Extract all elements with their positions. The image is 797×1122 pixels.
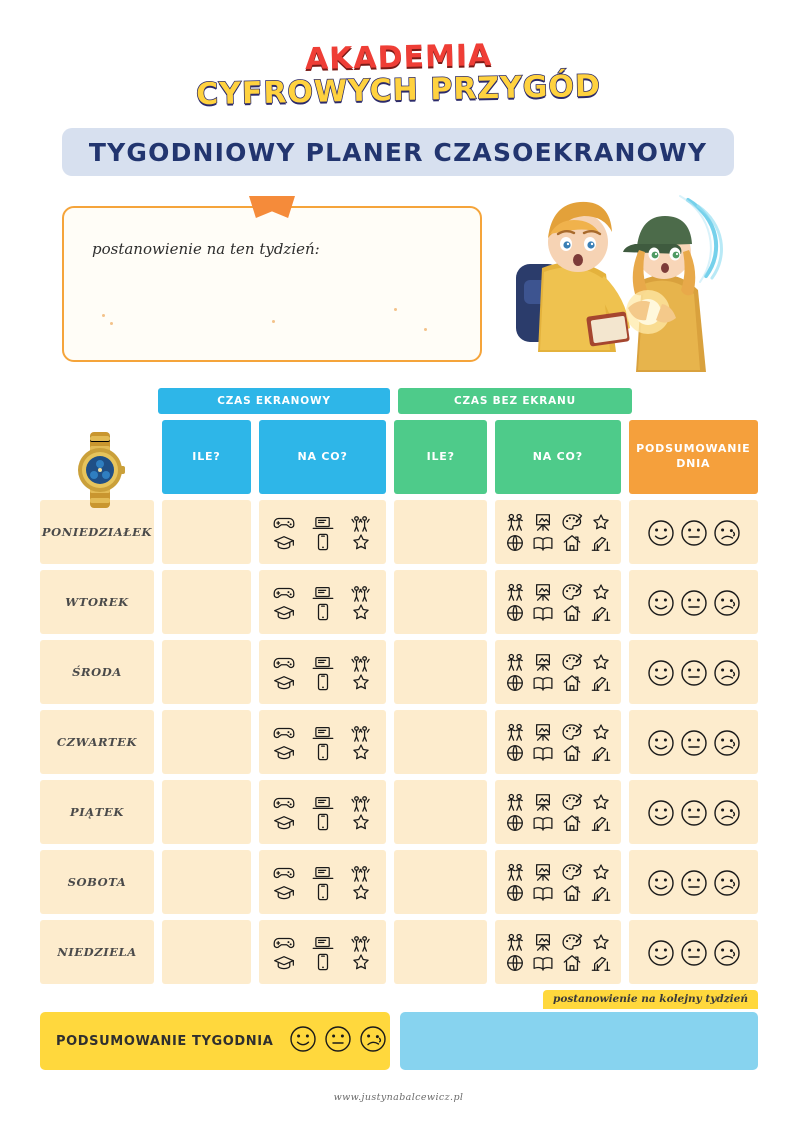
week-summary-label: PODSUMOWANIE TYGODNIA: [56, 1033, 274, 1049]
smartphone-icon[interactable]: [304, 743, 342, 761]
smartphone-icon[interactable]: [304, 603, 342, 621]
offscreen-howmuch-input[interactable]: [394, 780, 487, 844]
neutral-face[interactable]: [680, 799, 706, 825]
gamepad-icon[interactable]: [265, 864, 303, 882]
graduation-cap-icon[interactable]: [265, 883, 303, 901]
happy-face[interactable]: [289, 1025, 317, 1058]
table-row: [40, 570, 758, 634]
cheering-people-icon[interactable]: [342, 794, 380, 812]
offscreen-what-icons[interactable]: [495, 780, 621, 844]
day-summary-faces[interactable]: [629, 570, 758, 634]
easel-icon[interactable]: [530, 722, 558, 742]
day-summary-faces[interactable]: [629, 780, 758, 844]
laptop-icon[interactable]: [304, 654, 342, 672]
decor-dot: [424, 328, 427, 331]
globe-icon[interactable]: [501, 883, 529, 903]
friends-icon[interactable]: [501, 582, 529, 602]
offscreen-what-icons[interactable]: [495, 920, 621, 984]
brand-logo: [0, 38, 797, 113]
offscreen-what-icons[interactable]: [495, 640, 621, 704]
graduation-cap-icon[interactable]: [265, 743, 303, 761]
screen-howmuch-input[interactable]: [162, 500, 251, 564]
offscreen-what-icons[interactable]: [495, 850, 621, 914]
screen-howmuch-input[interactable]: [162, 640, 251, 704]
offscreen-howmuch-input[interactable]: [394, 920, 487, 984]
book-icon[interactable]: [530, 743, 558, 763]
palette-icon[interactable]: [558, 932, 586, 952]
cheering-people-icon[interactable]: [342, 584, 380, 602]
smartphone-icon[interactable]: [304, 813, 342, 831]
graduation-cap-icon[interactable]: [265, 533, 303, 551]
globe-icon[interactable]: [501, 603, 529, 623]
offscreen-what-icons[interactable]: [495, 500, 621, 564]
laptop-icon[interactable]: [304, 794, 342, 812]
book-icon[interactable]: [530, 953, 558, 973]
happy-face[interactable]: [647, 729, 673, 755]
home-icon[interactable]: [558, 953, 586, 973]
sad-face[interactable]: [713, 799, 739, 825]
graduation-cap-icon[interactable]: [265, 603, 303, 621]
offscreen-howmuch-input[interactable]: [394, 570, 487, 634]
book-icon[interactable]: [530, 533, 558, 553]
neutral-face[interactable]: [680, 869, 706, 895]
ribbon-icon: [249, 196, 295, 218]
weekly-pledge-label: postanowienie na ten tydzień:: [92, 240, 320, 258]
brand-line-1: AKADEMIA: [304, 38, 493, 77]
happy-face[interactable]: [647, 869, 673, 895]
screen-howmuch-input[interactable]: [162, 570, 251, 634]
header-label: PODSUMOWANIE DNIA: [636, 442, 751, 470]
day-label-4: CZWARTEK: [40, 710, 154, 774]
column-header-day-summary: [629, 420, 758, 494]
easel-icon[interactable]: [530, 652, 558, 672]
globe-icon[interactable]: [501, 533, 529, 553]
group-header-row: [158, 388, 758, 414]
day-summary-faces[interactable]: [629, 640, 758, 704]
home-icon[interactable]: [558, 883, 586, 903]
offscreen-howmuch-input[interactable]: [394, 640, 487, 704]
screen-what-icons[interactable]: [259, 500, 386, 564]
slide-icon[interactable]: [587, 533, 615, 553]
star-icon[interactable]: [587, 722, 615, 742]
friends-icon[interactable]: [501, 512, 529, 532]
neutral-face[interactable]: [680, 589, 706, 615]
happy-face[interactable]: [647, 589, 673, 615]
friends-icon[interactable]: [501, 932, 529, 952]
offscreen-howmuch-input[interactable]: [394, 850, 487, 914]
gamepad-icon[interactable]: [265, 794, 303, 812]
offscreen-howmuch-input[interactable]: [394, 710, 487, 774]
sad-face[interactable]: [713, 659, 739, 685]
offscreen-what-icons[interactable]: [495, 570, 621, 634]
sad-face[interactable]: [713, 939, 739, 965]
home-icon[interactable]: [558, 533, 586, 553]
weekly-pledge-box[interactable]: [62, 206, 482, 362]
table-row: [40, 780, 758, 844]
sad-face[interactable]: [713, 519, 739, 545]
offscreen-howmuch-input[interactable]: [394, 500, 487, 564]
weekly-planner-table: [40, 388, 758, 984]
next-week-pledge-box[interactable]: [400, 993, 758, 1070]
globe-icon[interactable]: [501, 673, 529, 693]
gamepad-icon[interactable]: [265, 584, 303, 602]
cheering-people-icon[interactable]: [342, 654, 380, 672]
group-header-screen-time: [158, 388, 390, 414]
sad-face[interactable]: [713, 729, 739, 755]
star-icon[interactable]: [587, 862, 615, 882]
day-summary-faces[interactable]: [629, 500, 758, 564]
palette-icon[interactable]: [558, 792, 586, 812]
slide-icon[interactable]: [587, 603, 615, 623]
happy-face[interactable]: [647, 939, 673, 965]
star-icon[interactable]: [587, 652, 615, 672]
globe-icon[interactable]: [501, 813, 529, 833]
star-icon[interactable]: [342, 743, 380, 761]
star-icon[interactable]: [342, 883, 380, 901]
column-header-row: [40, 420, 758, 494]
gamepad-icon[interactable]: [265, 934, 303, 952]
book-icon[interactable]: [530, 673, 558, 693]
star-icon[interactable]: [587, 792, 615, 812]
star-icon[interactable]: [587, 582, 615, 602]
slide-icon[interactable]: [587, 953, 615, 973]
globe-icon[interactable]: [501, 743, 529, 763]
cheering-people-icon[interactable]: [342, 724, 380, 742]
column-header-screen-howmuch: [162, 420, 251, 494]
screen-howmuch-input[interactable]: [162, 850, 251, 914]
kids-illustration: [492, 172, 740, 380]
screen-howmuch-input[interactable]: [162, 920, 251, 984]
screen-what-icons[interactable]: [259, 710, 386, 774]
slide-icon[interactable]: [587, 883, 615, 903]
easel-icon[interactable]: [530, 792, 558, 812]
star-icon[interactable]: [587, 932, 615, 952]
table-row: [40, 710, 758, 774]
header-label: ILE?: [426, 449, 455, 463]
website-credit: www.justynabalcewicz.pl: [333, 1092, 464, 1103]
decor-dot: [110, 322, 113, 325]
home-icon[interactable]: [558, 603, 586, 623]
graduation-cap-icon[interactable]: [265, 813, 303, 831]
book-icon[interactable]: [530, 883, 558, 903]
laptop-icon[interactable]: [304, 584, 342, 602]
palette-icon[interactable]: [558, 862, 586, 882]
offscreen-what-icons[interactable]: [495, 710, 621, 774]
gamepad-icon[interactable]: [265, 724, 303, 742]
page-title: TYGODNIOWY PLANER CZASOEKRANOWY: [88, 137, 708, 167]
table-row: [40, 500, 758, 564]
sad-face[interactable]: [713, 589, 739, 615]
group-header-screen-label: CZAS EKRANOWY: [217, 395, 331, 407]
column-header-screen-what: [259, 420, 386, 494]
graduation-cap-icon[interactable]: [265, 673, 303, 691]
next-week-pledge-tab: postanowienie na kolejny tydzień: [543, 990, 758, 1009]
easel-icon[interactable]: [530, 582, 558, 602]
gamepad-icon[interactable]: [265, 654, 303, 672]
screen-what-icons[interactable]: [259, 920, 386, 984]
header-label: NA CO?: [532, 449, 583, 463]
home-icon[interactable]: [558, 813, 586, 833]
table-row: [40, 640, 758, 704]
day-label-5: PIĄTEK: [40, 780, 154, 844]
table-row: [40, 850, 758, 914]
day-label-1: PONIEDZIAŁEK: [40, 500, 154, 564]
group-header-offscreen-label: CZAS BEZ EKRANU: [454, 395, 576, 407]
friends-icon[interactable]: [501, 652, 529, 672]
sad-face[interactable]: [713, 869, 739, 895]
smartphone-icon[interactable]: [304, 883, 342, 901]
star-icon[interactable]: [587, 512, 615, 532]
screen-what-icons[interactable]: [259, 780, 386, 844]
palette-icon[interactable]: [558, 722, 586, 742]
header-label: NA CO?: [297, 449, 348, 463]
easel-icon[interactable]: [530, 512, 558, 532]
slide-icon[interactable]: [587, 743, 615, 763]
decor-dot: [102, 314, 105, 317]
friends-icon[interactable]: [501, 862, 529, 882]
neutral-face[interactable]: [680, 729, 706, 755]
day-label-6: SOBOTA: [40, 850, 154, 914]
neutral-face[interactable]: [680, 519, 706, 545]
watch-cell: [40, 420, 154, 494]
happy-face[interactable]: [647, 799, 673, 825]
screen-what-icons[interactable]: [259, 640, 386, 704]
day-rows: [40, 500, 758, 984]
screen-howmuch-input[interactable]: [162, 710, 251, 774]
smartphone-icon[interactable]: [304, 953, 342, 971]
brand-line-2: CYFROWYCH PRZYGÓD: [195, 68, 602, 113]
home-icon[interactable]: [558, 673, 586, 693]
header-label: ILE?: [192, 449, 221, 463]
book-icon[interactable]: [530, 813, 558, 833]
happy-face[interactable]: [647, 519, 673, 545]
smartphone-icon[interactable]: [304, 673, 342, 691]
gamepad-icon[interactable]: [265, 514, 303, 532]
day-summary-faces[interactable]: [629, 850, 758, 914]
happy-face[interactable]: [647, 659, 673, 685]
day-label-7: NIEDZIELA: [40, 920, 154, 984]
screen-howmuch-input[interactable]: [162, 780, 251, 844]
laptop-icon[interactable]: [304, 514, 342, 532]
wristwatch-icon: [68, 430, 132, 510]
cheering-people-icon[interactable]: [342, 864, 380, 882]
page-title-banner: [62, 128, 734, 176]
day-label-3: ŚRODA: [40, 640, 154, 704]
friends-icon[interactable]: [501, 722, 529, 742]
decor-dot: [394, 308, 397, 311]
graduation-cap-icon[interactable]: [265, 953, 303, 971]
screen-what-icons[interactable]: [259, 850, 386, 914]
day-summary-faces[interactable]: [629, 920, 758, 984]
easel-icon[interactable]: [530, 862, 558, 882]
home-icon[interactable]: [558, 743, 586, 763]
screen-what-icons[interactable]: [259, 570, 386, 634]
slide-icon[interactable]: [587, 673, 615, 693]
table-row: [40, 920, 758, 984]
friends-icon[interactable]: [501, 792, 529, 812]
day-label-2: WTOREK: [40, 570, 154, 634]
palette-icon[interactable]: [558, 582, 586, 602]
globe-icon[interactable]: [501, 953, 529, 973]
slide-icon[interactable]: [587, 813, 615, 833]
star-icon[interactable]: [342, 813, 380, 831]
week-summary-box: [40, 1012, 390, 1070]
sad-face[interactable]: [359, 1025, 387, 1058]
palette-icon[interactable]: [558, 512, 586, 532]
column-header-offscreen-what: [495, 420, 621, 494]
laptop-icon[interactable]: [304, 864, 342, 882]
week-summary-faces[interactable]: [289, 1025, 387, 1058]
star-icon[interactable]: [342, 953, 380, 971]
laptop-icon[interactable]: [304, 724, 342, 742]
decor-dot: [272, 320, 275, 323]
easel-icon[interactable]: [530, 932, 558, 952]
book-icon[interactable]: [530, 603, 558, 623]
smartphone-icon[interactable]: [304, 533, 342, 551]
cheering-people-icon[interactable]: [342, 514, 380, 532]
neutral-face[interactable]: [680, 659, 706, 685]
palette-icon[interactable]: [558, 652, 586, 672]
neutral-face[interactable]: [680, 939, 706, 965]
group-header-offscreen-time: [398, 388, 632, 414]
star-icon[interactable]: [342, 673, 380, 691]
day-summary-faces[interactable]: [629, 710, 758, 774]
column-header-offscreen-howmuch: [394, 420, 487, 494]
star-icon[interactable]: [342, 603, 380, 621]
cheering-people-icon[interactable]: [342, 934, 380, 952]
laptop-icon[interactable]: [304, 934, 342, 952]
neutral-face[interactable]: [324, 1025, 352, 1058]
star-icon[interactable]: [342, 533, 380, 551]
